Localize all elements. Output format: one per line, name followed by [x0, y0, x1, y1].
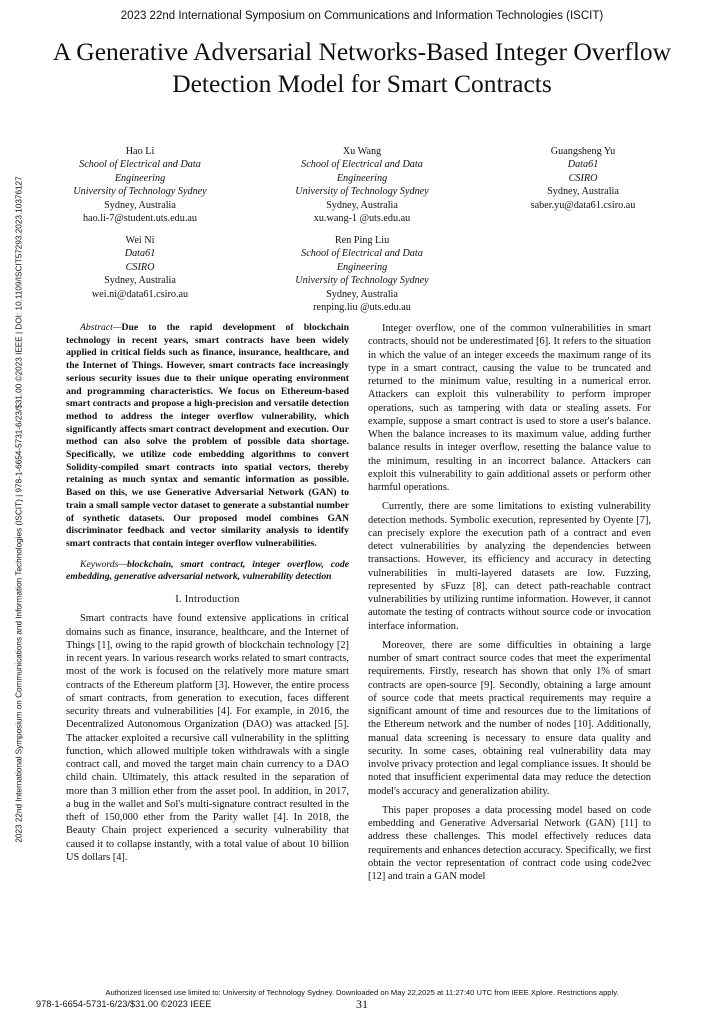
license-footer: Authorized licensed use limited to: University of Technology Sydney. Downloaded on May 22,2025 at 11:27:40 UTC from IEEE Xplore. Restrictions apply.	[105, 988, 619, 997]
author-affiliation: CSIRO	[125, 261, 155, 273]
author-name: Ren Ping Liu	[334, 235, 390, 246]
author-location: Sydney, Australia	[326, 199, 398, 211]
author-name: Hao Li	[125, 146, 155, 157]
body-paragraph: Smart contracts have found extensive applications in critical domains such as finance, insurance, healthcare, and the Internet of Things [1], owing to the rapid growth of blockchain technology [2] in recent years. In various research works related to smart contracts, most of the work is focused on the relatively more mature smart contracts of the Ethereum platform [3]. However, the entire process of smart contracts, from generation to execution, faces different security threats and vulnerabilities [4]. For example, in 2016, the Decentralized Autonomous Organization (DAO) was attacked [5]. The attacker exploited a recursive call vulnerability in the splitting function, which allowed multiple token withdrawals with a single contract call, and moved the target main chain currency to a DAO child chain. Ultimately, this attack resulted in the separation of more than 3 million ether from the asset pool. In addition, in 2017, a bug in the wallet and Sol's multi-signature contract resulted in the theft of 150,000 ether from the Parity wallet [4]. In 2018, the Beauty Chain project experienced a security vulnerability that caused it to collapse instantly, with a total value of about 10 billion US dollars [4].	[66, 613, 349, 863]
side-citation-text: 2023 22nd International Symposium on Communications and Information Technologies (ISCIT) | 978-1-6654-5731-6/23/$31.00 ©2023 IEEE | DOI: 10.1109/ISCIT57293.2023.10376127	[14, 176, 24, 843]
author-location: Sydney, Australia	[326, 288, 398, 300]
author-location: Sydney, Australia	[547, 186, 619, 198]
page-number: 31	[356, 997, 368, 1011]
author-email: wei.ni@data61.csiro.au	[91, 288, 189, 300]
author-affiliation: School of Electrical and Data	[301, 159, 423, 171]
keywords-lead: Keywords—	[80, 558, 128, 570]
author-affiliation: University of Technology Sydney	[73, 186, 207, 198]
author-block	[40, 234, 240, 301]
author-email: renping.liu @uts.edu.au	[313, 302, 411, 314]
author-email: hao.li-7@student.uts.edu.au	[82, 213, 198, 225]
copyright-footer: 978-1-6654-5731-6/23/$31.00 ©2023 IEEE	[36, 999, 212, 1009]
left-column	[66, 322, 349, 864]
author-block	[40, 145, 240, 225]
author-affiliation: University of Technology Sydney	[295, 275, 429, 287]
author-affiliation: School of Electrical and Data	[79, 159, 201, 171]
author-affiliation: CSIRO	[568, 172, 598, 184]
author-affiliation: Engineering	[336, 261, 388, 273]
author-affiliation: School of Electrical and Data	[301, 248, 423, 260]
abstract-lead: Abstract—	[80, 322, 122, 333]
author-affiliation: Engineering	[336, 172, 388, 184]
keywords	[66, 559, 349, 584]
author-affiliation: Data61	[124, 248, 156, 260]
author-block	[262, 145, 462, 225]
author-block	[483, 145, 683, 212]
author-affiliation: Engineering	[114, 172, 166, 184]
body-paragraph: Currently, there are some limitations to existing vulnerability detection methods. Symbolic execution, represented by Oyente [7], can precisely explore the execution path of a contract and even detect vulnerabilities by analyzing the dependencies between transactions. However, its efficiency and accuracy in detecting vulnerabilities in multi-layered datasets are low. Fuzzing, represented by sFuzz [8], can detect path-reachable contract vulnerabilities by utilizing runtime information. However, it cannot automate the testing of contracts without source code or invocation interface information.	[368, 501, 651, 632]
author-location: Sydney, Australia	[104, 275, 176, 287]
author-email: saber.yu@data61.csiro.au	[530, 199, 636, 211]
abstract	[66, 322, 349, 551]
author-affiliation: Data61	[567, 159, 599, 171]
author-name: Guangsheng Yu	[550, 146, 616, 157]
paper-title: A Generative Adversarial Networks-Based Integer Overflow Detection Model for Smart Contracts	[52, 37, 672, 98]
section-heading: I. Introduction	[175, 594, 240, 606]
conference-header: 2023 22nd International Symposium on Communications and Information Technologies (ISCIT)	[120, 10, 604, 22]
author-location: Sydney, Australia	[104, 199, 176, 211]
author-affiliation: University of Technology Sydney	[295, 186, 429, 198]
body-paragraph: Integer overflow, one of the common vulnerabilities in smart contracts, should not be underestimated [6]. It refers to the situation in which the value of an integer exceeds the maximum range of its type in a smart contract, causing the value to be truncated and returned to the minimum value, resulting in a numerical error. Attackers can exploit this vulnerability to perform improper operations, such as tampering with data or stealing assets. For example, suppose a smart contract is used to store a user's balance. When the balance increases to its maximum value, adding further balance results in integer overflow, resetting the balance value to the minimum, resulting in an incorrect balance. Attackers can exploit this vulnerability to gain additional assets or perform other harmful operations.	[368, 323, 651, 493]
body-paragraph: This paper proposes a data processing model based on code embedding and Generative Adversarial Network (GAN) [11] to address these challenges. This model effectively reduces data requirements and enhances detection accuracy. Specifically, we first obtain the vector representation of contract code using code2vec [12] and train a GAN model	[368, 804, 651, 882]
author-name: Xu Wang	[342, 146, 382, 157]
body-paragraph: Moreover, there are some difficulties in obtaining a large number of smart contract source codes that meet the experimental requirements. Firstly, research has shown that only 1% of smart contracts are open-source [9]. Secondly, obtaining a large amount of source code that meets practical requirements may require a significant amount of time and resources due to the limitations of the Ethereum network and the number of nodes [10]. Additionally, manual data screening is necessary to ensure data quality and security. In some cases, obtaining real vulnerability data may involve privacy protection and legal compliance issues. It should be noted that insufficient experimental data may reduce the detection model's accuracy and generalization ability.	[368, 639, 651, 797]
right-column	[368, 322, 651, 883]
author-block	[262, 234, 462, 314]
abstract-text: Due to the rapid development of blockchain technology in recent years, smart contracts have been widely applied in critical fields such as finance, insurance, healthcare, and the Internet of Things. However, smart contracts face increasingly serious security issues due to their unique operating environment and programming characteristics. We focus on Ethereum-based smart contracts and propose a high-precision and versatile detection method to address the integer overflow vulnerability, which significantly affects smart contract development and execution. Our method can also solve the problem of possible data shortage. Specifically, we utilize code embedding algorithms to convert Solidity-compiled smart contracts into spatial vectors, thereby retaining as much syntax and semantic information as possible. Based on this, we use Generative Adversarial Network (GAN) to train a small sample vector dataset to generate a substantial number of synthetic datasets. Our proposed model combines GAN discriminator feedback and vector similarity analysis to identify smart contracts that contain integer overflow vulnerabilities.	[66, 322, 349, 549]
author-email: xu.wang-1 @uts.edu.au	[313, 213, 411, 225]
author-name: Wei Ni	[125, 235, 155, 246]
keywords-text: blockchain, smart contract, integer overflow, code embedding, generative adversarial network, vulnerability detection	[66, 558, 349, 583]
